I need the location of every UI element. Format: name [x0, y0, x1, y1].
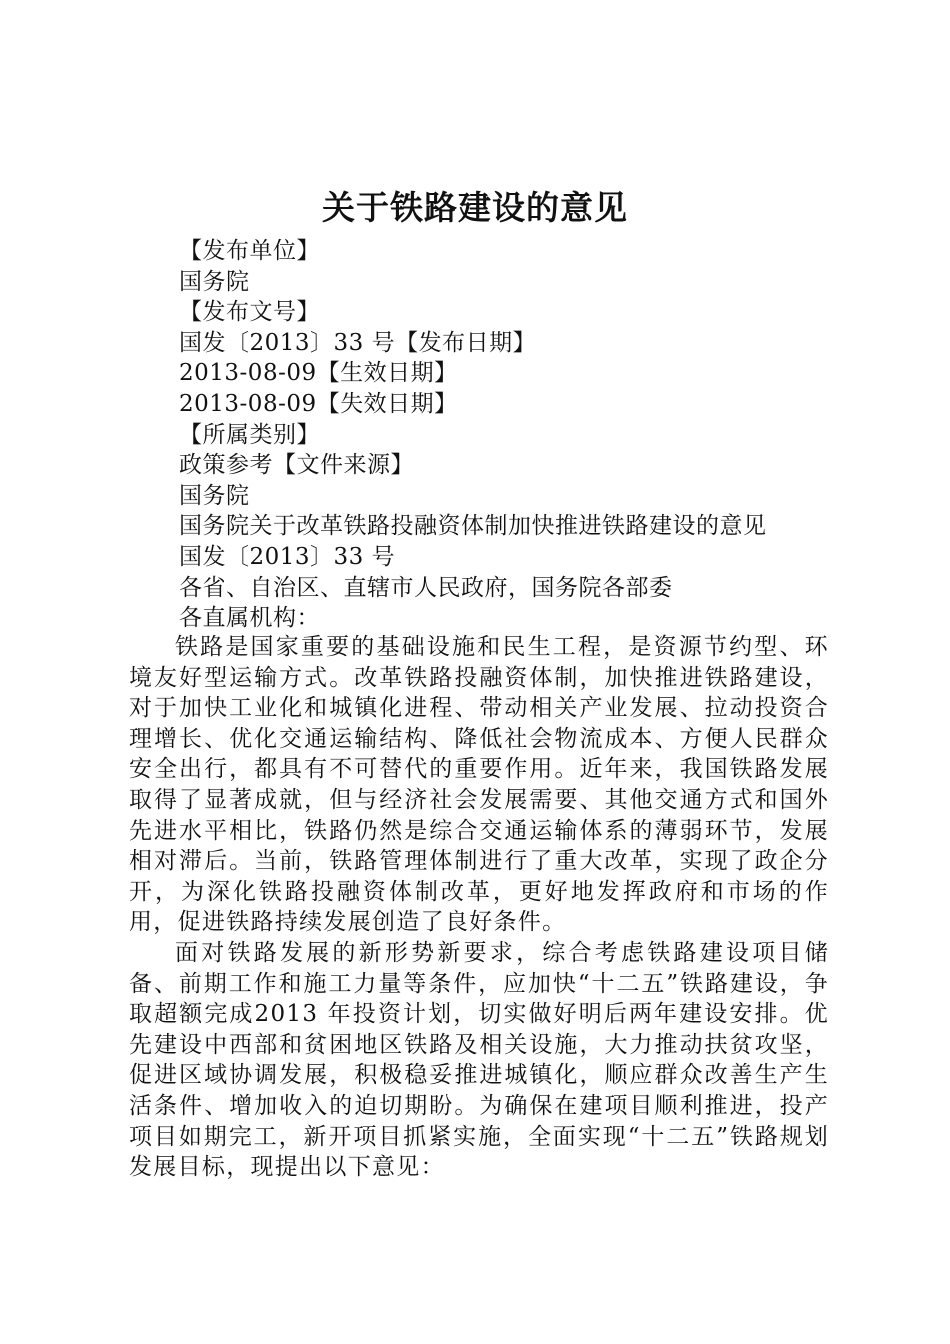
meta-line: 国务院	[179, 268, 250, 295]
meta-line: 国发〔2013〕33 号	[179, 543, 396, 570]
document-body	[129, 632, 829, 1183]
body-paragraph: 面对铁路发展的新形势新要求，综合考虑铁路建设项目储备、前期工作和施工力量等条件，应加快“十二五”铁路建设，争取超额完成2013 年投资计划，切实做好明后两年建设安排。优先建设中西部和贫困地区铁路及相关设施，大力推动扶贫攻坚，促进区域协调发展，积极稳妥推进城镇化，顺应群众改善生产生活条件、增加收入的迫切期盼。为确保在建项目顺利推进，投产项目如期完工，新开项目抓紧实施，全面实现“十二五”铁路规划发展目标，现提出以下意见：	[129, 939, 829, 1181]
meta-line: 【发布文号】	[179, 299, 320, 326]
meta-line: 【所属类别】	[179, 421, 320, 448]
document-title: 关于铁路建设的意见	[322, 188, 628, 227]
body-paragraph: 铁路是国家重要的基础设施和民生工程，是资源节约型、环境友好型运输方式。改革铁路投融资体制，加快推进铁路建设，对于加快工业化和城镇化进程、带动相关产业发展、拉动投资合理增长、优化交通运输结构、降低社会物流成本、方便人民群众安全出行，都具有不可替代的重要作用。近年来，我国铁路发展取得了显著成就，但与经济社会发展需要、其他交通方式和国外先进水平相比，铁路仍然是综合交通运输体系的薄弱环节，发展相对滞后。当前，铁路管理体制进行了重大改革，实现了政企分开，为深化铁路投融资体制改革，更好地发挥政府和市场的作用，促进铁路持续发展创造了良好条件。	[129, 634, 829, 936]
meta-line: 2013-08-09【生效日期】	[179, 360, 458, 387]
meta-line: 【发布单位】	[179, 238, 320, 264]
document-meta	[179, 236, 879, 634]
meta-line: 各省、自治区、直辖市人民政府，国务院各部委	[179, 574, 673, 601]
meta-line: 国务院	[179, 482, 250, 509]
meta-line: 2013-08-09【失效日期】	[179, 390, 458, 417]
meta-line: 政策参考【文件来源】	[179, 452, 414, 479]
meta-line: 国务院关于改革铁路投融资体制加快推进铁路建设的意见	[179, 513, 767, 540]
meta-line: 国发〔2013〕33 号【发布日期】	[179, 329, 537, 356]
meta-line: 各直属机构：	[179, 605, 320, 632]
